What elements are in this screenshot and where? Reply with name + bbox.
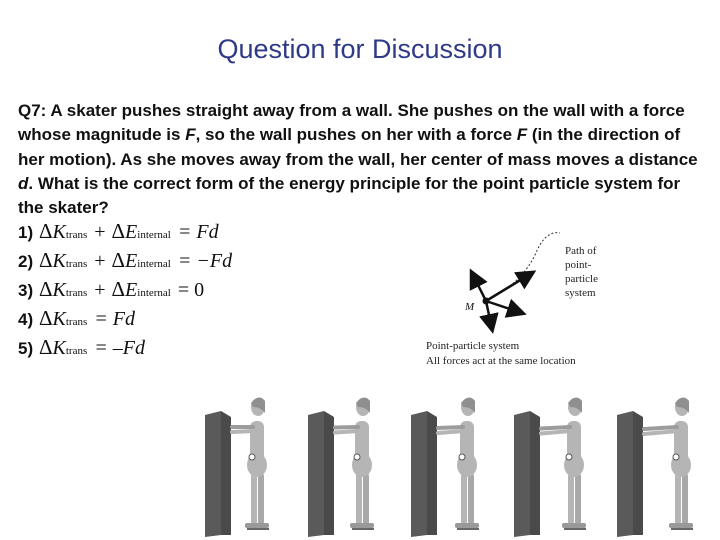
skater-arm [335, 431, 359, 433]
path-label-3: particle [565, 273, 598, 285]
answer-option-3[interactable] [18, 277, 238, 306]
option-rhs: = −Fd [177, 250, 233, 272]
center-of-mass-marker [673, 454, 679, 460]
question-line-5: the skater? [18, 198, 109, 218]
option-rhs: = –Fd [94, 337, 145, 359]
answer-option-4[interactable] [18, 306, 238, 335]
k-symbol: K [52, 337, 66, 359]
skate [455, 523, 479, 528]
skate-blade [247, 528, 269, 530]
option-number: 4) [18, 310, 34, 329]
answer-option-1[interactable] [18, 219, 238, 248]
skater-leg [682, 473, 688, 525]
skater-frame [514, 397, 586, 537]
option-number: 1) [18, 223, 34, 242]
answer-options [18, 219, 238, 364]
k-symbol: K [52, 279, 66, 301]
skater-leg [461, 473, 467, 525]
e-symbol: E [125, 279, 138, 301]
wall-side [205, 411, 221, 537]
delta-symbol: Δ [111, 248, 126, 272]
delta-symbol: Δ [39, 219, 53, 243]
answer-option-2[interactable] [18, 248, 238, 277]
subscript-trans: trans [65, 258, 88, 270]
question-text [18, 99, 704, 220]
skater-arm [541, 431, 571, 434]
option-rhs: = 0 [177, 279, 205, 301]
skater-arm [438, 427, 463, 428]
skate-blade [352, 528, 374, 530]
point-mass-dot [483, 298, 490, 305]
skate [562, 523, 586, 528]
force-arrow [486, 273, 532, 301]
option-number: 2) [18, 252, 34, 271]
question-line-2 [18, 123, 704, 147]
path-curve [486, 233, 560, 301]
skater-sequence [195, 385, 720, 540]
e-symbol: E [125, 221, 138, 243]
skater-frame [205, 397, 269, 537]
center-of-mass-marker [249, 454, 255, 460]
skate [350, 523, 374, 528]
question-text-part: (in the direction of [527, 125, 681, 145]
diagram-caption-2: All forces act at the same location [426, 355, 576, 367]
delta-symbol: Δ [39, 248, 53, 272]
skater-arm [541, 427, 570, 429]
wall-front [221, 411, 231, 535]
wall-side [411, 411, 427, 537]
skater-arm [644, 431, 678, 434]
skater-frame [411, 397, 479, 537]
skater-arm [232, 431, 254, 432]
center-of-mass-marker [354, 454, 360, 460]
skater-arm [438, 431, 464, 433]
delta-symbol: Δ [111, 219, 126, 243]
option-number: 5) [18, 339, 34, 358]
question-line-1: Q7: A skater pushes straight away from a wall. She pushes on the wall with a force [18, 101, 685, 120]
skater-leg [575, 473, 581, 525]
slide-title: Question for Discussion [217, 34, 503, 64]
wall-side [514, 411, 530, 537]
skater-leg [258, 473, 264, 525]
subscript-internal: internal [137, 258, 171, 270]
skate-blade [457, 528, 479, 530]
wall-front [427, 411, 437, 535]
wall-side [308, 411, 324, 537]
force-arrow [486, 301, 492, 329]
delta-symbol: Δ [111, 277, 126, 301]
skater-leg [468, 473, 474, 525]
delta-symbol: Δ [39, 335, 53, 359]
distance-symbol: d [18, 173, 29, 193]
skate-blade [671, 528, 693, 530]
subscript-trans: trans [65, 229, 88, 241]
path-label-2: point- [565, 259, 592, 271]
mass-label: M [465, 301, 475, 313]
e-symbol: E [125, 250, 138, 272]
path-label-1: Path of [565, 245, 597, 257]
skater-frame [308, 397, 374, 537]
question-text-part: , so the wall pushes on her with a force [195, 125, 517, 145]
wall-front [633, 411, 643, 535]
option-rhs: = Fd [177, 221, 219, 243]
skater-leg [675, 473, 681, 525]
point-particle-diagram [420, 225, 620, 370]
subscript-trans: trans [65, 287, 88, 299]
center-of-mass-marker [566, 454, 572, 460]
diagram-caption-1: Point-particle system [426, 340, 520, 352]
skate-blade [564, 528, 586, 530]
wall-front [530, 411, 540, 535]
subscript-trans: trans [65, 345, 88, 357]
k-symbol: K [52, 308, 66, 330]
wall-front [324, 411, 334, 535]
skate [669, 523, 693, 528]
question-line-3: her motion). As she moves away from the wall, her center of mass moves a distance [18, 149, 698, 169]
skater-leg [356, 473, 362, 525]
force-arrow [472, 273, 486, 301]
plus-sign: + [94, 221, 106, 243]
skater-leg [363, 473, 369, 525]
skater-frame [617, 397, 693, 537]
k-symbol: K [52, 221, 66, 243]
subscript-internal: internal [137, 287, 171, 299]
wall-side [617, 411, 633, 537]
option-rhs: = Fd [94, 308, 135, 330]
delta-symbol: Δ [39, 306, 53, 330]
skate [245, 523, 269, 528]
plus-sign: + [94, 250, 106, 272]
question-line-4 [18, 172, 704, 196]
subscript-trans: trans [65, 316, 88, 328]
answer-option-5[interactable] [18, 335, 238, 364]
skater-leg [568, 473, 574, 525]
force-symbol: F [185, 125, 196, 145]
question-text-part: whose magnitude is [18, 125, 186, 145]
path-label-4: system [565, 287, 596, 299]
subscript-internal: internal [137, 229, 171, 241]
delta-symbol: Δ [39, 277, 53, 301]
plus-sign: + [94, 279, 106, 301]
k-symbol: K [52, 250, 66, 272]
skater-arm [644, 427, 677, 429]
skater-leg [251, 473, 257, 525]
center-of-mass-marker [459, 454, 465, 460]
skater-arm [335, 427, 358, 428]
force-arrow [486, 301, 522, 313]
option-number: 3) [18, 281, 34, 300]
force-symbol: F [516, 125, 528, 145]
question-text-part: . What is the correct form of the energy principle for the point particle system for [28, 173, 681, 193]
